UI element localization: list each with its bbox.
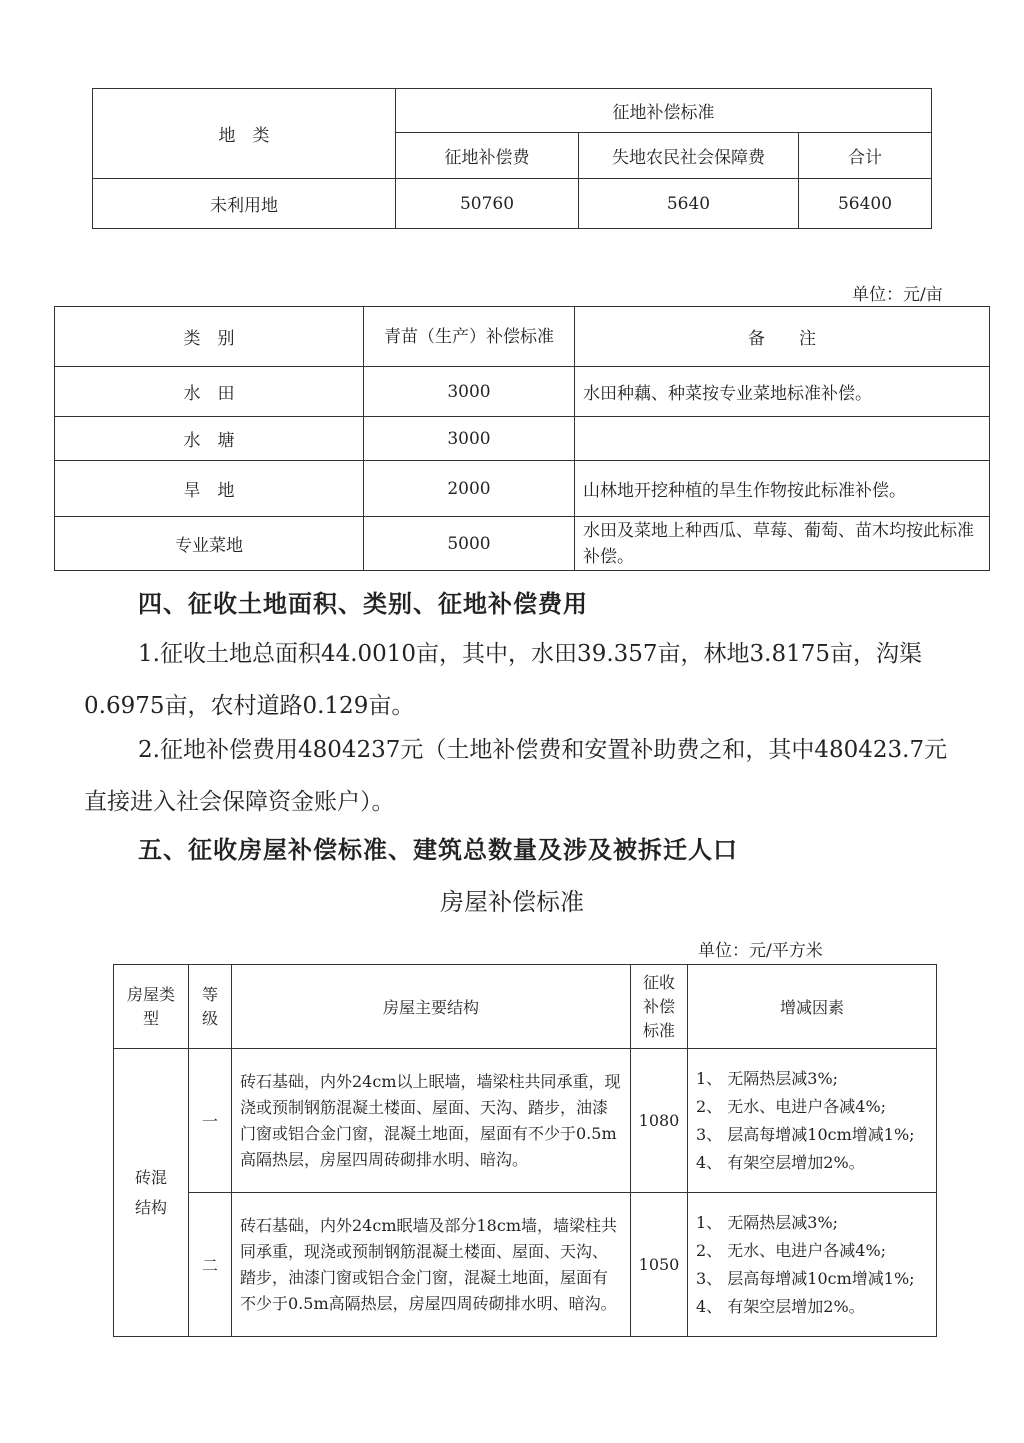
header-grade: 等级 (189, 965, 232, 1049)
notes-cell: 水田种藕、种菜按专业菜地标准补偿。 (575, 367, 990, 417)
section-heading-4: 四、征收土地面积、类别、征地补偿费用 (138, 589, 588, 618)
unit-label: 单位：元/亩 (852, 285, 943, 305)
standard-cell: 5000 (364, 517, 575, 571)
compensation-fee-cell: 50760 (396, 179, 579, 229)
factor-item: 3、 层高每增减10cm增减1%; (696, 1124, 915, 1144)
social-security-fee-cell: 5640 (579, 179, 799, 229)
structure-cell: 砖石基础，内外24cm以上眠墙，墙梁柱共同承重，现浇或预制钢筋混凝土楼面、屋面、天沟、踏步，油漆门窗或铝合金门窗，混凝土地面，屋面有不少于0.5m高隔热层，房屋四周砖砌排水明、暗沟。 (232, 1049, 631, 1193)
factors-cell (688, 1193, 937, 1337)
crop-compensation-table (54, 306, 990, 571)
land-compensation-table (92, 88, 932, 229)
category-cell: 水 塘 (55, 417, 364, 461)
header-notes: 备 注 (575, 307, 990, 367)
category-cell: 专业菜地 (55, 517, 364, 571)
header-compensation-standard: 征收补偿标准 (631, 965, 688, 1049)
header-compensation-standard: 征地补偿标准 (396, 89, 932, 133)
unit-label: 单位：元/平方米 (698, 941, 823, 961)
table-row (55, 367, 990, 417)
paragraph-land-area: 1.征收土地总面积44.0010亩，其中，水田39.357亩，林地3.8175亩，沟渠0.6975亩，农村道路0.129亩。 (84, 641, 923, 719)
factor-item: 2、 无水、电进户各减4%; (696, 1096, 887, 1116)
header-compensation-fee: 征地补偿费 (396, 133, 579, 179)
table-row (55, 517, 990, 571)
factor-item: 3、 层高每增减10cm增减1%; (696, 1268, 915, 1288)
header-house-type: 房屋类型 (114, 965, 189, 1049)
header-land-category: 地 类 (93, 89, 396, 179)
factor-item: 4、 有架空层增加2%。 (696, 1152, 865, 1172)
header-category: 类 别 (55, 307, 364, 367)
standard-cell: 2000 (364, 461, 575, 517)
header-crop-standard: 青苗（生产）补偿标准 (364, 307, 575, 367)
grade-cell: 一 (189, 1049, 232, 1193)
standard-cell: 3000 (364, 367, 575, 417)
factor-item: 4、 有架空层增加2%。 (696, 1296, 865, 1316)
factor-item: 1、 无隔热层减3%; (696, 1068, 839, 1088)
table-title: 房屋补偿标准 (440, 888, 584, 916)
factor-item: 1、 无隔热层减3%; (696, 1212, 839, 1232)
paragraph-compensation-cost: 2.征地补偿费用4804237元（土地补偿费和安置补助费之和，其中480423.7元直接进入社会保障资金账户）。 (84, 737, 948, 815)
factors-cell (688, 1049, 937, 1193)
standard-cell: 1080 (631, 1049, 688, 1193)
table-row (93, 179, 932, 229)
header-social-security-fee: 失地农民社会保障费 (579, 133, 799, 179)
grade-cell: 二 (189, 1193, 232, 1337)
header-main-structure: 房屋主要结构 (232, 965, 631, 1049)
section-heading-5: 五、征收房屋补偿标准、建筑总数量及涉及被拆迁人口 (138, 835, 738, 864)
category-cell: 水 田 (55, 367, 364, 417)
notes-cell (575, 417, 990, 461)
notes-cell: 水田及菜地上种西瓜、草莓、葡萄、苗木均按此标准补偿。 (575, 517, 990, 571)
header-total: 合计 (799, 133, 932, 179)
house-type-cell: 砖混结构 (114, 1049, 189, 1337)
notes-cell: 山林地开挖种植的旱生作物按此标准补偿。 (575, 461, 990, 517)
land-category-cell: 未利用地 (93, 179, 396, 229)
standard-cell: 1050 (631, 1193, 688, 1337)
house-compensation-table (113, 964, 937, 1337)
structure-cell: 砖石基础，内外24cm眠墙及部分18cm墙，墙梁柱共同承重，现浇或预制钢筋混凝土楼面、屋面、天沟、踏步，油漆门窗或铝合金门窗，混凝土地面，屋面有不少于0.5m高隔热层，房屋四周砖砌排水明、暗沟。 (232, 1193, 631, 1337)
category-cell: 旱 地 (55, 461, 364, 517)
total-cell: 56400 (799, 179, 932, 229)
table-row (55, 417, 990, 461)
standard-cell: 3000 (364, 417, 575, 461)
header-adjustment-factors: 增减因素 (688, 965, 937, 1049)
table-row (114, 1049, 937, 1193)
table-row (55, 461, 990, 517)
table-row (114, 1193, 937, 1337)
factor-item: 2、 无水、电进户各减4%; (696, 1240, 887, 1260)
